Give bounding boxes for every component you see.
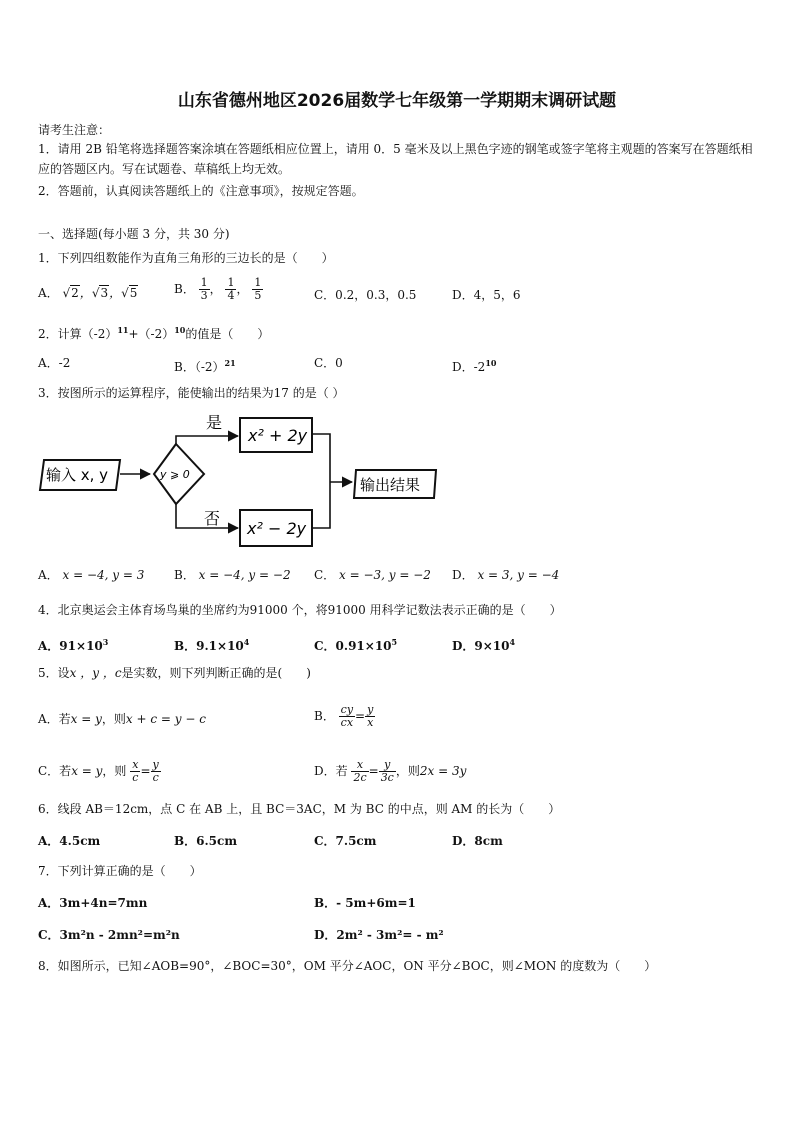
- notice-item-2: 2．答题前，认真阅读答题纸上的《注意事项》，按规定答题。: [38, 184, 364, 198]
- q2-stem: 2．计算$(-2)^{11}+(-2)^{10}$的值是（ ）: [38, 325, 270, 341]
- q1-option-d[interactable]: D．4，5，6: [452, 288, 521, 302]
- page-title: 山东省德州地区2026届数学七年级第一学期期末调研试题: [177, 91, 617, 111]
- flow-top-expr: x² + 2y: [248, 426, 308, 445]
- q7-stem: 7．下列计算正确的是（ ）: [38, 864, 202, 878]
- q7-option-d[interactable]: D．2m² - 3m²= - m²: [314, 928, 444, 942]
- flow-input-label: 输入 x, y: [46, 466, 109, 484]
- q3-stem: 3．按图所示的运算程序，能使输出的结果为17 的是（ ）: [38, 386, 345, 400]
- q3-option-a[interactable]: A． x = −4, y = 3: [38, 568, 145, 582]
- q6-option-a[interactable]: A．4.5cm: [38, 834, 101, 848]
- flow-no-label: 否: [204, 509, 221, 528]
- q1-option-c[interactable]: C．0.2，0.3，0.5: [314, 288, 417, 302]
- q2-option-a[interactable]: A．-2: [38, 356, 71, 370]
- q6-option-c[interactable]: C．7.5cm: [314, 834, 377, 848]
- q6-option-d[interactable]: D．8cm: [452, 834, 503, 848]
- flow-condition-label: y ⩾ 0: [160, 468, 190, 481]
- notice-item-1: 1．请用 2B 铅笔将选择题答案涂填在答题纸相应位置上，请用 0．5 毫米及以上黑色字迹的钢笔或签字笔将主观题的答案写在答题纸相应的答题区内。写在试题卷、草稿纸上均无效。: [38, 142, 753, 176]
- q3-option-d[interactable]: D． x = 3, y = −4: [452, 568, 560, 582]
- q3-flowchart: [38, 408, 458, 556]
- q3-option-b[interactable]: B． x = −4, y = −2: [174, 568, 291, 582]
- flow-yes-label: 是: [206, 413, 223, 432]
- flow-condition-diamond: [154, 444, 204, 504]
- flow-top-box: [240, 418, 312, 452]
- q4-stem: 4．北京奥运会主体育场鸟巢的坐席约为91000 个，将91000 用科学记数法表示正确的是（ ）: [38, 603, 562, 617]
- q5-option-d[interactable]: D．若 $\frac{x}{2c}$ = $\frac{y}{3c}$ ，则2x = 3y: [314, 758, 467, 784]
- q1-option-b[interactable]: B． $\frac{1}{3}$ ， $\frac{1}{4}$ ， $\frac{1}{5}$: [174, 276, 262, 302]
- q5-option-b[interactable]: B． $\frac{cy}{cx}$ = $\frac{y}{x}$: [314, 703, 374, 729]
- q6-stem: 6．线段 AB＝12cm，点 C 在 AB 上，且 BC＝3AC，M 为 BC 的中点，则 AM 的长为（ ）: [38, 802, 561, 816]
- q4-option-d[interactable]: D．$9\times 10^4$: [452, 637, 516, 653]
- notice-heading: 请考生注意：: [38, 123, 111, 137]
- q1-option-a[interactable]: A． √2，√3，√5: [38, 286, 138, 300]
- q2-option-d[interactable]: D．$-2^{10}$: [452, 358, 497, 374]
- flow-input-box: [40, 460, 120, 490]
- q7-option-b[interactable]: B．- 5m+6m=1: [314, 896, 416, 910]
- q7-option-a[interactable]: A．3m+4n=7mn: [38, 896, 148, 910]
- flow-bottom-box: [240, 510, 312, 546]
- flow-output-label: 输出结果: [360, 476, 421, 494]
- q6-option-b[interactable]: B．6.5cm: [174, 834, 238, 848]
- q8-stem: 8．如图所示，已知∠AOB=90°，∠BOC=30°，OM 平分∠AOC，ON 平分∠BOC，则∠MON 的度数为（ ）: [38, 959, 657, 973]
- q1-stem: 1．下列四组数能作为直角三角形的三边长的是（ ）: [38, 251, 334, 265]
- flow-output-box: [354, 470, 436, 498]
- q4-option-a[interactable]: A．$91\times 10^3$: [38, 637, 109, 653]
- q4-option-c[interactable]: C．$0.91\times 10^5$: [314, 637, 398, 653]
- q5-stem: 5．设x ，y ，c是实数，则下列判断正确的是( ): [38, 666, 311, 680]
- flow-bottom-expr: x² − 2y: [247, 519, 307, 538]
- q2-option-c[interactable]: C．0: [314, 356, 343, 370]
- q2-option-b[interactable]: B．$(-2)^{21}$: [174, 358, 236, 374]
- section-heading: 一、选择题(每小题 3 分，共 30 分): [38, 227, 230, 241]
- q5-option-c[interactable]: C．若x = y，则 $\frac{x}{c}$ = $\frac{y}{c}$: [38, 758, 159, 784]
- q7-option-c[interactable]: C．3m²n - 2mn²=m²n: [38, 928, 180, 942]
- q5-option-a[interactable]: A．若x = y，则x + c = y − c: [38, 712, 206, 726]
- q4-option-b[interactable]: B．$9.1\times 10^4$: [174, 637, 250, 653]
- q3-option-c[interactable]: C． x = −3, y = −2: [314, 568, 431, 582]
